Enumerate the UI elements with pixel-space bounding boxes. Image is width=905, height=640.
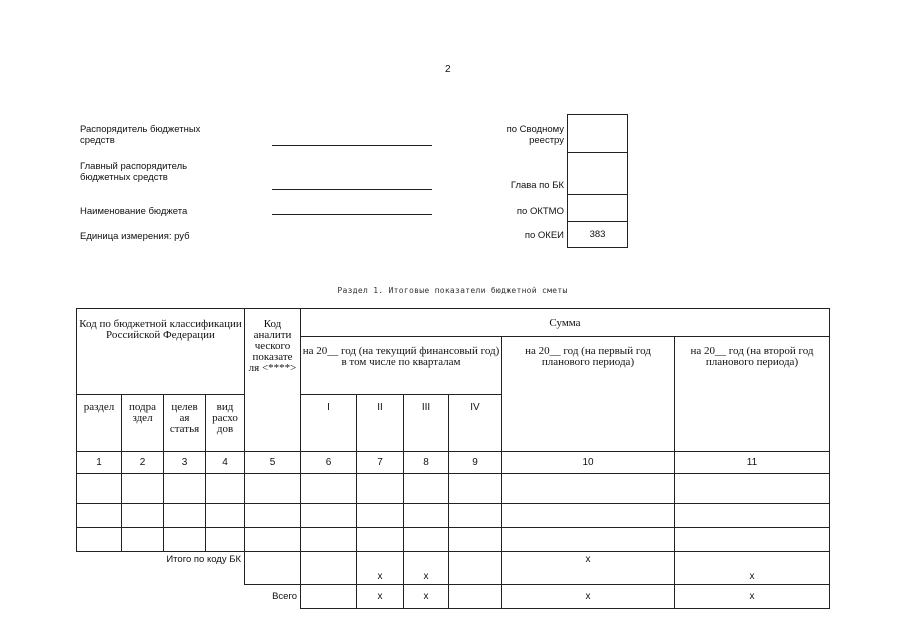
x-mark: x xyxy=(404,585,449,609)
table-cell[interactable] xyxy=(122,528,164,552)
label-main-budget-manager: Главный распорядитель бюджетных средств xyxy=(80,161,188,183)
col-number: 9 xyxy=(449,452,502,474)
total-by-bk-row xyxy=(77,552,830,585)
head-podrazdel: подра здел xyxy=(122,395,164,452)
table-cell[interactable] xyxy=(357,504,404,528)
head-target-article: целев ая статья xyxy=(164,395,206,452)
table-cell[interactable] xyxy=(245,474,301,504)
table-cell[interactable] xyxy=(449,552,502,585)
label-oktmo: по ОКТМО xyxy=(516,206,564,217)
head-budget-code: Код по бюджетной классификации Российской Федерации xyxy=(77,309,245,395)
table-cell[interactable] xyxy=(502,504,675,528)
chapter-bk-field[interactable] xyxy=(568,153,627,195)
header-row-1 xyxy=(77,309,830,337)
col-number: 2 xyxy=(122,452,164,474)
x-mark: x xyxy=(675,585,830,609)
table-cell[interactable] xyxy=(206,528,245,552)
head-quarter-1: I xyxy=(301,395,357,452)
table-cell[interactable] xyxy=(77,504,122,528)
budget-estimate-table xyxy=(76,308,830,609)
table-cell[interactable] xyxy=(357,474,404,504)
label-okei: по ОКЕИ xyxy=(524,230,564,241)
table-cell[interactable] xyxy=(164,504,206,528)
x-mark: x xyxy=(502,552,675,585)
head-quarter-4: IV xyxy=(449,395,502,452)
x-mark: x xyxy=(675,552,830,585)
table-cell[interactable] xyxy=(122,474,164,504)
okei-field[interactable]: 383 xyxy=(589,229,606,240)
grand-total-row xyxy=(77,585,830,609)
table-cell[interactable] xyxy=(502,528,675,552)
table-cell[interactable] xyxy=(357,528,404,552)
head-quarter-2: II xyxy=(357,395,404,452)
label-unit: Единица измерения: руб xyxy=(80,231,190,242)
table-cell[interactable] xyxy=(449,528,502,552)
table-cell[interactable] xyxy=(404,504,449,528)
table-cell[interactable] xyxy=(164,474,206,504)
table-cell[interactable] xyxy=(675,504,830,528)
col-number: 10 xyxy=(502,452,675,474)
table-row xyxy=(77,474,830,504)
table-cell[interactable] xyxy=(206,474,245,504)
budget-manager-line xyxy=(272,145,432,146)
column-numbers-row xyxy=(77,452,830,474)
table-cell[interactable] xyxy=(301,585,357,609)
table-cell[interactable] xyxy=(449,474,502,504)
oktmo-field[interactable] xyxy=(568,195,627,222)
table-cell[interactable] xyxy=(675,474,830,504)
table-cell[interactable] xyxy=(404,528,449,552)
table-cell[interactable] xyxy=(449,504,502,528)
x-mark: x xyxy=(357,552,404,585)
x-mark: x xyxy=(502,585,675,609)
table-cell[interactable] xyxy=(449,585,502,609)
x-mark: x xyxy=(404,552,449,585)
table-cell[interactable] xyxy=(206,504,245,528)
spacer xyxy=(77,585,206,609)
codes-box xyxy=(567,114,628,248)
col-number: 1 xyxy=(77,452,122,474)
label-chapter-bk: Глава по БК xyxy=(510,180,564,191)
table-cell[interactable] xyxy=(301,504,357,528)
table-cell[interactable] xyxy=(122,504,164,528)
grand-total-label: Всего xyxy=(206,585,301,609)
table-cell[interactable] xyxy=(675,528,830,552)
head-razdel: раздел xyxy=(77,395,122,452)
table-cell[interactable] xyxy=(245,504,301,528)
table-cell[interactable] xyxy=(301,474,357,504)
label-consolidated-registry: по Сводному реестру xyxy=(506,124,564,146)
table-cell[interactable] xyxy=(301,528,357,552)
table-cell[interactable] xyxy=(301,552,357,585)
head-sum: Сумма xyxy=(301,309,830,337)
head-analytic-code: Код аналити ческого показате ля <****> xyxy=(245,309,301,452)
col-number: 8 xyxy=(404,452,449,474)
budget-name-line xyxy=(272,214,432,215)
col-number: 7 xyxy=(357,452,404,474)
label-budget-name: Наименование бюджета xyxy=(80,206,188,217)
x-mark: x xyxy=(357,585,404,609)
total-by-bk-label: Итого по коду БК xyxy=(166,554,241,565)
table-row xyxy=(77,504,830,528)
table-row xyxy=(77,528,830,552)
table-cell[interactable] xyxy=(164,528,206,552)
main-budget-manager-line xyxy=(272,189,432,190)
head-expense-type: вид расхо дов xyxy=(206,395,245,452)
head-year-first: на 20__ год (на первый год планового периода) xyxy=(502,337,675,452)
head-quarter-3: III xyxy=(404,395,449,452)
table-cell[interactable] xyxy=(502,474,675,504)
col-number: 4 xyxy=(206,452,245,474)
consolidated-registry-field[interactable] xyxy=(568,115,627,153)
head-year-second: на 20__ год (на второй год планового периода) xyxy=(675,337,830,452)
label-budget-manager: Распорядитель бюджетных средств xyxy=(80,124,201,146)
page-number: 2 xyxy=(445,64,451,75)
col-number: 6 xyxy=(301,452,357,474)
table-cell[interactable] xyxy=(404,474,449,504)
table-cell[interactable] xyxy=(77,528,122,552)
table-cell[interactable] xyxy=(245,528,301,552)
col-number: 3 xyxy=(164,452,206,474)
col-number: 11 xyxy=(675,452,830,474)
section-title: Раздел 1. Итоговые показатели бюджетной сметы xyxy=(337,286,568,295)
head-year-current: на 20__ год (на текущий финансовый год) в том числе по кварталам xyxy=(301,337,502,395)
col-number: 5 xyxy=(245,452,301,474)
table-cell[interactable] xyxy=(77,474,122,504)
table-cell[interactable] xyxy=(245,552,301,585)
